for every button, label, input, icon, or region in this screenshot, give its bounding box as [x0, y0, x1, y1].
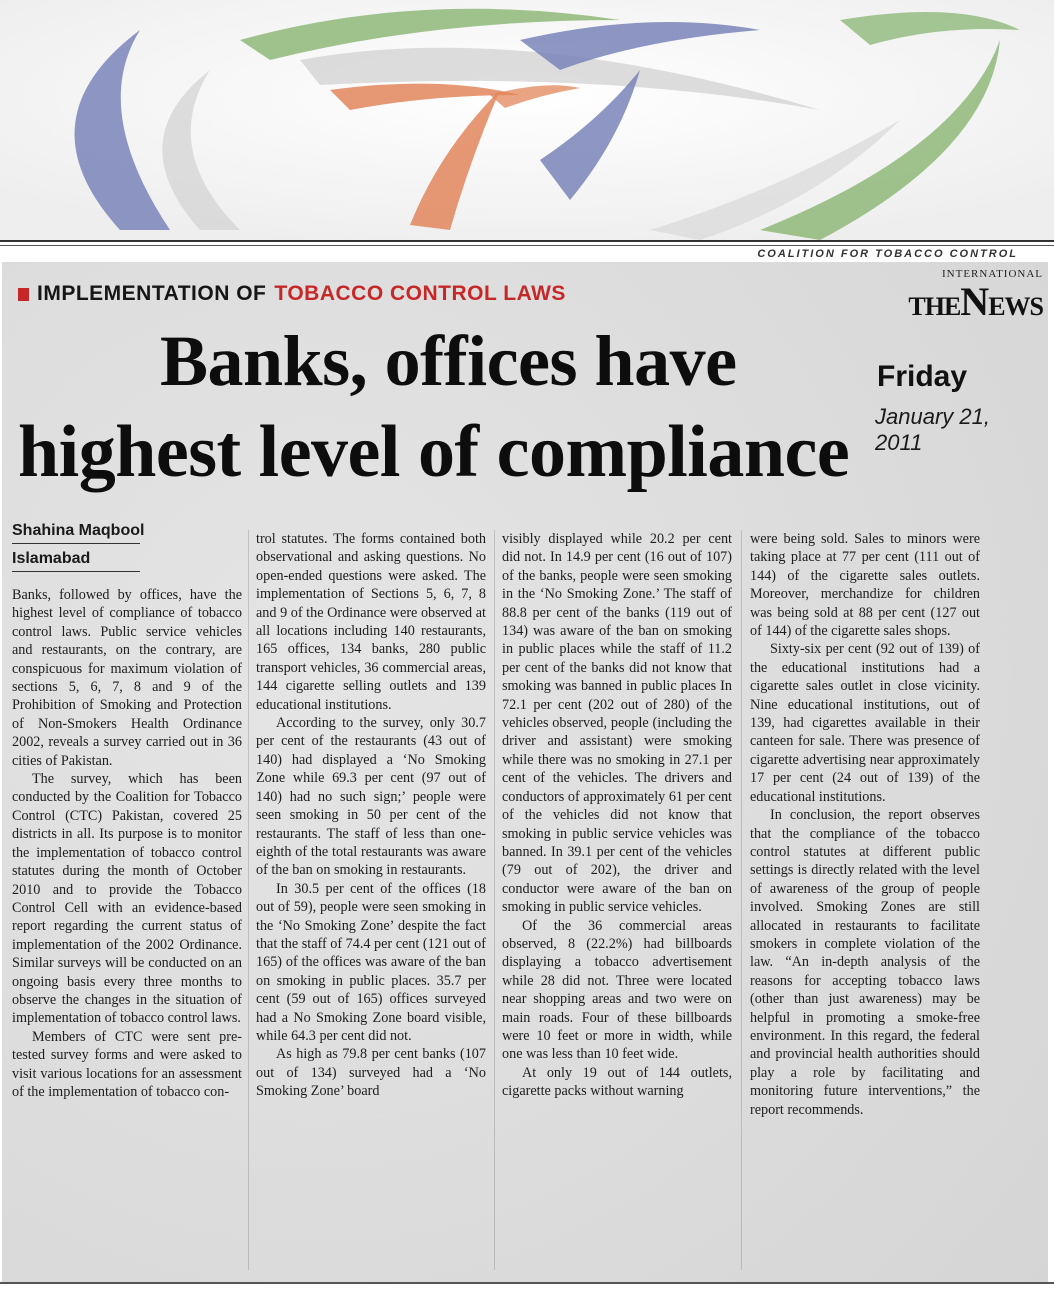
paragraph: In 30.5 per cent of the offices (18 out of 59), people were seen smoking in the ‘No Smoking Zone’ despite the fact that the staff of 74.4 per cent (121 out of 165) of the offices was aware of the ban on smoking in public places. 35.7 per cent (59 out of 165) offices surveyed had a No Smoking Zone board visible, while 64.3 per cent did not.: [256, 880, 486, 1044]
kicker-prefix: IMPLEMENTATION OF: [37, 282, 267, 305]
paragraph: Members of CTC were sent pre-tested survey forms and were asked to visit various locations for an assessment of the implementation of tobacco con-: [12, 1028, 242, 1100]
paragraph: At only 19 out of 144 outlets, cigarette packs without warning: [502, 1064, 732, 1100]
paragraph: trol statutes. The forms contained both observational and asking questions. No open-ended questions were asked. The implementation of Sections 5, 6, 7, 8 and 9 of the Ordinance were observed at all locations including 140 restaurants, 165 offices, 134 banks, 280 public transport vehicles, 36 commercial areas, 144 cigarette selling outlets and 139 educational institutions.: [256, 531, 486, 713]
paragraph: As high as 79.8 per cent banks (107 out of 134) surveyed had a ‘No Smoking Zone’ board: [256, 1046, 486, 1100]
paragraph: According to the survey, only 30.7 per cent of the restaurants (43 out of 140) had displayed a ‘No Smoking Zone while 69.3 per cent (97 out of 140) had no such sign;’ people were seen smoking in 50 per cent of the restaurants. The staff of less than one-eighth of the total restaurants was aware of the ban on smoking in restaurants.: [256, 715, 486, 879]
paragraph: In conclusion, the report observes that the compliance of the tobacco control statutes at different public settings is directly related with the level of awareness of the group of people involved. Smoking Zones are still allocated in restaurants to facilitate smokers in complete violation of the law. “An in-depth analysis of the reasons for accepting tobacco laws (other than just awareness) may be helpful in promoting a smoke-free environment. In this regard, the federal and provincial health authorities should play a role by facilitating and monitoring future interventions,” the report recommends.: [750, 807, 980, 1118]
ctc-logo-banner: [0, 0, 1054, 240]
top-rule-thin: [0, 245, 1054, 246]
paragraph: were being sold. Sales to minors were taking place at 77 per cent (111 out of 144) of the cigarette sales outlets. Moreover, merchandize for children was being sold at 88 per cent (127 out of 144) of the cigarette sales shops.: [750, 531, 980, 640]
byline-author: Shahina Maqbool: [12, 522, 145, 539]
paragraph: Sixty-six per cent (92 out of 139) of the educational institutions had a cigarette sales outlet in close vicinity. Nine educational institutions, out of 139, had cigarettes available in their canteen for sale. There was presence of cigarette advertising near approximately 17 per cent (24 out of 139) of the educational institutions.: [750, 641, 980, 805]
paragraph: Of the 36 commercial areas observed, 8 (22.2%) had billboards displaying a tobacco advertisement while 28 did not. Three were located near shopping areas and two were on main roads. Four of these billboards were 10 feet or more in width, while one was less than 10 feet wide.: [502, 917, 732, 1063]
kicker-highlight: TOBACCO CONTROL LAWS: [274, 282, 566, 305]
byline-divider: [12, 571, 140, 572]
masthead-international: INTERNATIONAL: [942, 268, 1043, 280]
column-divider: [494, 530, 495, 1270]
byline-place: Islamabad: [12, 550, 91, 567]
bottom-rule: [0, 1282, 1054, 1284]
paragraph: The survey, which has been conducted by the Coalition for Tobacco Control (CTC) Pakistan, covered 25 districts in all. Its purpose is to monitor the implementation of tobacco control statutes during the month of October 2010 and to provide the Tobacco Control Cell with an evidence-based report regarding the current status of implementation of the 2002 Ordinance. Similar surveys will be conducted on an ongoing basis every three months to observe the changes in the situation of implementation of tobacco control laws.: [12, 771, 242, 1027]
masthead-day: Friday: [877, 360, 968, 393]
paragraph: Banks, followed by offices, have the highest level of compliance of tobacco control laws. Public service vehicles and restaurants, on the contrary, are conspicuous for maximum violation of sections 5, 6, 7, 8 and 9 of the Prohibition of Smoking and Protection of Non-Smokers Health Ordinance 2002, reveals a survey carried out in 36 cities of Pakistan.: [12, 587, 242, 769]
top-rule: [0, 240, 1054, 242]
article-column-1: [12, 586, 242, 1101]
column-divider: [248, 530, 249, 1270]
org-label: COALITION FOR TOBACCO CONTROL: [751, 248, 1024, 260]
column-divider: [741, 530, 742, 1270]
newspaper-masthead: [875, 268, 1043, 455]
headline-line-1: Banks, offices have: [160, 321, 737, 401]
kicker-bullet-icon: [18, 288, 29, 301]
article-column-2: [256, 530, 486, 1101]
article-column-4: [750, 530, 980, 1119]
article-column-3: [502, 530, 732, 1101]
headline-line-2: highest level of compliance: [18, 411, 850, 493]
ctc-swoosh-logo-icon: [0, 0, 1054, 240]
paragraph: visibly displayed while 20.2 per cent did not. In 14.9 per cent (16 out of 107) of the banks, people were seen smoking in the ‘No Smoking Zone.’ The staff of 88.8 per cent of the banks (119 out of 134) was aware of the ban on smoking in public places while the staff of 11.2 per cent of the banks did not know that smoking was banned in public places In 72.1 per cent (202 out of 280) of the vehicles observed, people (including the driver and assistant) were smoking while there was no smoking in 27.1 per cent of the vehicles. The drivers and conductors of approximately 61 per cent of the vehicles did not know that smoking in public service vehicles was banned. In 39.1 per cent of the vehicles (79 out of 202), the driver and conductor were aware of the ban on smoking in public service vehicles.: [502, 531, 732, 916]
byline-divider: [12, 543, 140, 544]
byline: [12, 522, 144, 572]
section-kicker: [18, 282, 566, 306]
masthead-date: January 21, 2011: [875, 404, 990, 455]
masthead-paper-name: THENEWS: [908, 279, 1043, 324]
